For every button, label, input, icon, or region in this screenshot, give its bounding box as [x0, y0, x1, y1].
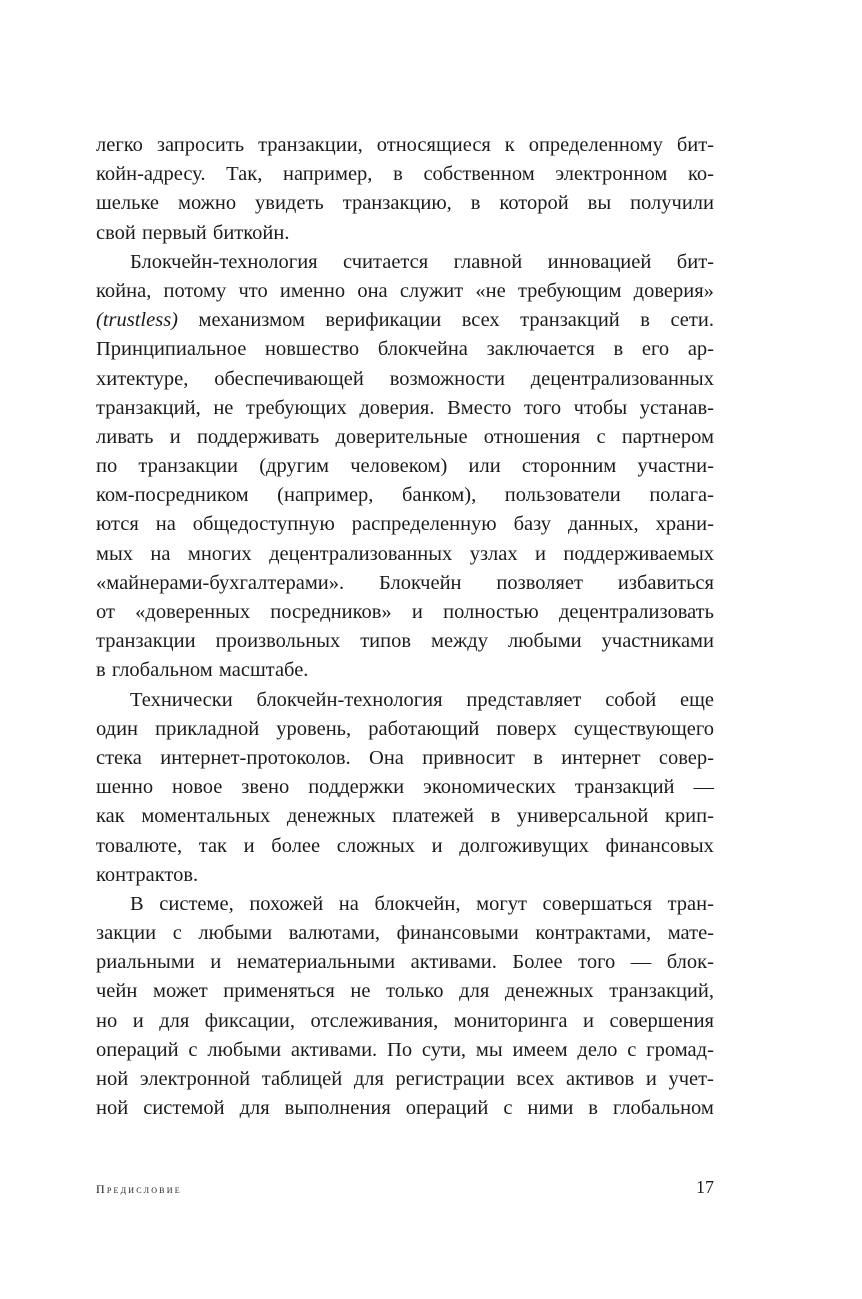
word: долгоживущих	[459, 834, 589, 857]
text-line	[96, 569, 714, 598]
text-line	[96, 598, 714, 627]
word: потому	[163, 279, 227, 302]
word: свой	[96, 221, 136, 244]
word: отношения	[483, 425, 581, 448]
word: (другим	[259, 455, 330, 478]
text-line	[96, 277, 714, 306]
word: с	[627, 1038, 637, 1061]
text-line	[96, 452, 714, 481]
text-line	[96, 627, 714, 656]
word: требующим	[517, 279, 622, 302]
word: громад-	[646, 1038, 714, 1061]
word: партнером	[621, 425, 714, 448]
word: служит	[399, 279, 464, 302]
word: от	[96, 601, 115, 623]
word: мых	[96, 542, 133, 565]
word: в	[613, 338, 624, 361]
word: интернет	[561, 746, 641, 769]
word: дело	[577, 1038, 618, 1061]
word: узлах	[469, 542, 518, 565]
word: как	[96, 805, 125, 828]
word: и	[210, 951, 222, 974]
text-line	[96, 160, 714, 189]
running-footer-title: Предисловие	[96, 1182, 182, 1196]
word: сути,	[421, 1038, 467, 1061]
word: устанав-	[639, 396, 714, 419]
word: поддерживаемых	[563, 542, 714, 565]
word: работающий	[368, 717, 480, 740]
word: всех	[461, 309, 500, 332]
word: распределенную	[351, 513, 497, 536]
word: мониторинга	[453, 1009, 568, 1032]
word: первый	[142, 221, 207, 244]
word: ко-	[687, 163, 714, 186]
word: доверительные	[335, 425, 468, 448]
word: может	[152, 980, 208, 1003]
word: ливать	[96, 425, 154, 448]
word: транзакции	[138, 455, 239, 478]
word: сети.	[670, 309, 714, 332]
word: не	[350, 980, 371, 1003]
word: так	[198, 834, 228, 857]
word: ком-посредником	[96, 484, 249, 507]
word: контрактами,	[535, 922, 652, 945]
word: платежей	[392, 805, 474, 828]
word: блокчейн-технология	[256, 688, 443, 711]
word: звено	[241, 776, 290, 799]
paragraph	[96, 890, 714, 1124]
word: системой	[143, 1097, 225, 1120]
word: данных,	[568, 513, 639, 536]
word: собственном	[423, 163, 535, 186]
word: электронном	[555, 163, 668, 186]
word: в	[490, 805, 501, 828]
text-line	[96, 189, 714, 218]
word: «не	[475, 279, 506, 302]
word: хитектуре,	[96, 367, 189, 390]
word: отслеживания,	[310, 1009, 439, 1032]
word: могут	[476, 892, 527, 915]
word: только	[386, 980, 444, 1003]
word: системе,	[159, 892, 234, 915]
word: но	[96, 1009, 118, 1032]
word: поддерживать	[196, 425, 320, 448]
text-line	[96, 832, 714, 861]
text-line	[96, 1094, 714, 1123]
word: По	[387, 1038, 413, 1061]
text-line	[96, 744, 714, 773]
word: учет-	[668, 1068, 714, 1090]
word: транзакций	[520, 309, 620, 332]
word: в	[470, 192, 481, 215]
word: пользователи	[504, 484, 621, 507]
word: —	[693, 776, 714, 799]
word: легко	[96, 134, 143, 156]
word: ются	[96, 513, 139, 536]
word: обеспечивающей	[214, 367, 364, 390]
word: и	[645, 1068, 657, 1090]
word: доверия.	[359, 396, 435, 419]
word: любыми	[207, 1038, 282, 1061]
word: считается	[343, 250, 429, 273]
word: активами.	[410, 951, 497, 974]
word: для	[159, 1009, 190, 1032]
word: для	[353, 1068, 384, 1090]
word: активов	[566, 1068, 635, 1090]
word: вы	[587, 192, 612, 215]
word: Технически	[130, 688, 233, 711]
word: чтобы	[573, 396, 628, 419]
word: человеком)	[350, 455, 448, 478]
text-line	[96, 715, 714, 744]
word: финансовых	[605, 834, 714, 857]
word: Блокчейн-технология	[130, 250, 318, 273]
word: и	[431, 834, 443, 857]
text-line	[96, 919, 714, 948]
word: участни-	[637, 455, 714, 478]
word: любыми	[507, 630, 582, 653]
word: мате-	[667, 922, 714, 945]
word: Блокчейн	[379, 571, 462, 594]
word: шельке	[96, 192, 160, 215]
word: ной	[96, 1097, 129, 1120]
word: электронной	[139, 1068, 251, 1090]
word: на	[338, 892, 359, 915]
word: в	[393, 163, 403, 186]
text-line	[96, 219, 714, 248]
text-line	[96, 977, 714, 1006]
text-line	[96, 802, 714, 831]
text-line	[96, 656, 714, 685]
text-line	[96, 1036, 714, 1065]
word: полностью	[443, 601, 539, 623]
text-line	[96, 394, 714, 423]
word: сторонним	[521, 455, 617, 478]
word: фиксации,	[204, 1009, 295, 1032]
word: позволяет	[496, 571, 583, 594]
word: и	[132, 1009, 144, 1032]
word: базу	[513, 513, 552, 536]
word: для	[239, 1097, 270, 1120]
text-line	[96, 306, 714, 335]
word: с	[596, 425, 606, 448]
word: транзакции,	[258, 134, 363, 156]
word: прикладной	[155, 717, 260, 740]
word: привносит	[422, 746, 515, 769]
word: мы	[475, 1038, 503, 1061]
word: именно	[279, 279, 346, 302]
word: с	[503, 1097, 513, 1120]
text-line	[96, 335, 714, 364]
word: полага-	[649, 484, 714, 507]
word: или	[468, 455, 501, 478]
word: более	[271, 834, 321, 857]
word: финансовыми	[396, 922, 519, 945]
word: не	[213, 396, 234, 419]
word: с	[188, 1038, 198, 1061]
word: представляет	[466, 688, 582, 711]
word: механизмом	[198, 309, 305, 332]
word: транзакцию,	[342, 192, 452, 215]
word: новшество	[265, 338, 360, 361]
word: уровень,	[276, 717, 352, 740]
word: в	[588, 1097, 598, 1120]
word: посредников»	[270, 601, 392, 623]
word: операций	[405, 1097, 489, 1120]
word: глобальном	[612, 1097, 714, 1120]
word: между	[431, 630, 488, 653]
word: совер-	[658, 746, 714, 769]
text-line	[96, 861, 714, 890]
word: бит-	[676, 250, 714, 273]
word: требующих	[246, 396, 347, 419]
word: транзакции	[96, 630, 196, 653]
text-line	[96, 365, 714, 394]
word: денежных	[286, 805, 376, 828]
word: по	[96, 455, 118, 478]
word: (trustless)	[96, 309, 178, 332]
word: храни-	[655, 513, 714, 536]
word: выполнения	[284, 1097, 391, 1120]
word: в	[533, 746, 543, 769]
word: участниками	[601, 630, 714, 653]
word: общедоступную	[192, 513, 335, 536]
word: доверия»	[633, 279, 714, 302]
word: ной	[96, 1068, 129, 1090]
word: и	[243, 834, 255, 857]
word: определенному	[528, 134, 663, 156]
text-line	[96, 540, 714, 569]
page-number: 17	[696, 1177, 714, 1197]
word: запросить	[156, 134, 245, 156]
word: универсальной	[516, 805, 649, 828]
word: которой	[499, 192, 569, 215]
word: поверх	[496, 717, 557, 740]
word: главной	[453, 250, 523, 273]
word: что	[238, 279, 268, 302]
word: собой	[605, 688, 657, 711]
word: поддержки	[308, 776, 405, 799]
word: транзакций,	[96, 396, 201, 419]
word: в	[96, 659, 106, 682]
word: с	[172, 922, 182, 945]
word: закции	[96, 922, 157, 945]
word: один	[96, 717, 139, 740]
word: нематериальными	[236, 951, 396, 974]
word: похожей	[249, 892, 324, 915]
word: любыми	[198, 922, 273, 945]
word: активами.	[290, 1038, 378, 1061]
text-line	[96, 1007, 714, 1036]
word: глобальном	[111, 659, 213, 682]
word: экономических	[423, 776, 556, 799]
word: интернет-протоколов.	[160, 746, 351, 769]
word: заключается	[486, 338, 595, 361]
text-line	[96, 686, 714, 715]
word: Принципиальное	[96, 338, 247, 361]
word: биткойн.	[212, 221, 290, 244]
word: на	[150, 542, 171, 565]
word: в	[640, 309, 650, 332]
word: блок-	[666, 951, 714, 974]
word: банком),	[402, 484, 477, 507]
word: В	[130, 892, 144, 915]
word: получили	[630, 192, 714, 215]
word: избавиться	[617, 571, 714, 594]
word: тран-	[667, 892, 714, 915]
word: (например,	[277, 484, 374, 507]
word: совершаться	[542, 892, 652, 915]
text-line	[96, 948, 714, 977]
word: ар-	[687, 338, 714, 361]
text-line	[96, 773, 714, 802]
text-line	[96, 890, 714, 919]
word: таблицей	[261, 1068, 343, 1090]
word: Более	[512, 951, 563, 974]
word: операций	[96, 1038, 179, 1061]
text-line	[96, 481, 714, 510]
word: типов	[360, 630, 412, 653]
word: инновацией	[547, 250, 652, 273]
word: относящиеся	[376, 134, 491, 156]
word: можно	[177, 192, 237, 215]
text-line	[96, 248, 714, 277]
word: крип-	[664, 805, 714, 828]
word: того	[578, 951, 616, 974]
word: «доверенных	[135, 601, 251, 623]
text-line	[96, 510, 714, 539]
text-line	[96, 131, 714, 160]
word: регистрации	[395, 1068, 505, 1090]
word: совершения	[609, 1009, 714, 1032]
word: —	[630, 951, 652, 974]
word: новое	[172, 776, 223, 799]
word: койн-адресу.	[96, 163, 206, 186]
word: многих	[187, 542, 252, 565]
word: Она	[369, 746, 404, 769]
word: «майнерами-бухгалтерами».	[96, 571, 345, 594]
word: и	[169, 425, 181, 448]
word: имеем	[512, 1038, 568, 1061]
text-line	[96, 1065, 714, 1094]
word: блокчейна	[377, 338, 468, 361]
word: она	[357, 279, 388, 302]
word: произвольных	[215, 630, 341, 653]
text-line	[96, 423, 714, 452]
word: ними	[527, 1097, 574, 1120]
paragraph	[96, 248, 714, 686]
word: валютами,	[288, 922, 381, 945]
word: денежных	[504, 980, 594, 1003]
word: например,	[283, 163, 373, 186]
word: и	[411, 601, 423, 623]
word: шенно	[96, 776, 154, 799]
word: применяться	[223, 980, 335, 1003]
word: возможности	[389, 367, 505, 390]
word: транзакций	[574, 776, 675, 799]
word: транзакций,	[609, 980, 714, 1003]
word: всех	[516, 1068, 555, 1090]
word: сложных	[336, 834, 415, 857]
word: Вместо	[447, 396, 512, 419]
word: контрактов.	[96, 863, 199, 886]
word: и	[535, 542, 546, 565]
word: бит-	[676, 134, 714, 156]
word: децентрализованных	[530, 367, 714, 390]
word: того	[523, 396, 562, 419]
paragraph	[96, 686, 714, 890]
word: верификации	[325, 309, 442, 332]
word: риальными	[96, 951, 195, 974]
word: для	[459, 980, 490, 1003]
word: еще	[680, 688, 714, 711]
word: децентрализовать	[558, 601, 714, 623]
word: блокчейн,	[374, 892, 461, 915]
word: койна,	[96, 279, 152, 302]
word: децентрализованных	[269, 542, 453, 565]
word: увидеть	[255, 192, 324, 215]
word: масштабе.	[218, 659, 309, 682]
word: и	[583, 1009, 594, 1032]
word: чейн	[96, 980, 138, 1003]
word: стека	[96, 746, 142, 769]
word: его	[641, 338, 670, 361]
word: моментальных	[141, 805, 271, 828]
word: к	[504, 134, 515, 156]
paragraph	[96, 131, 714, 248]
word: товалюте,	[96, 834, 183, 857]
word: на	[155, 513, 176, 536]
body-text	[96, 131, 714, 1123]
word: Так,	[226, 163, 263, 186]
word: существующего	[573, 717, 714, 740]
